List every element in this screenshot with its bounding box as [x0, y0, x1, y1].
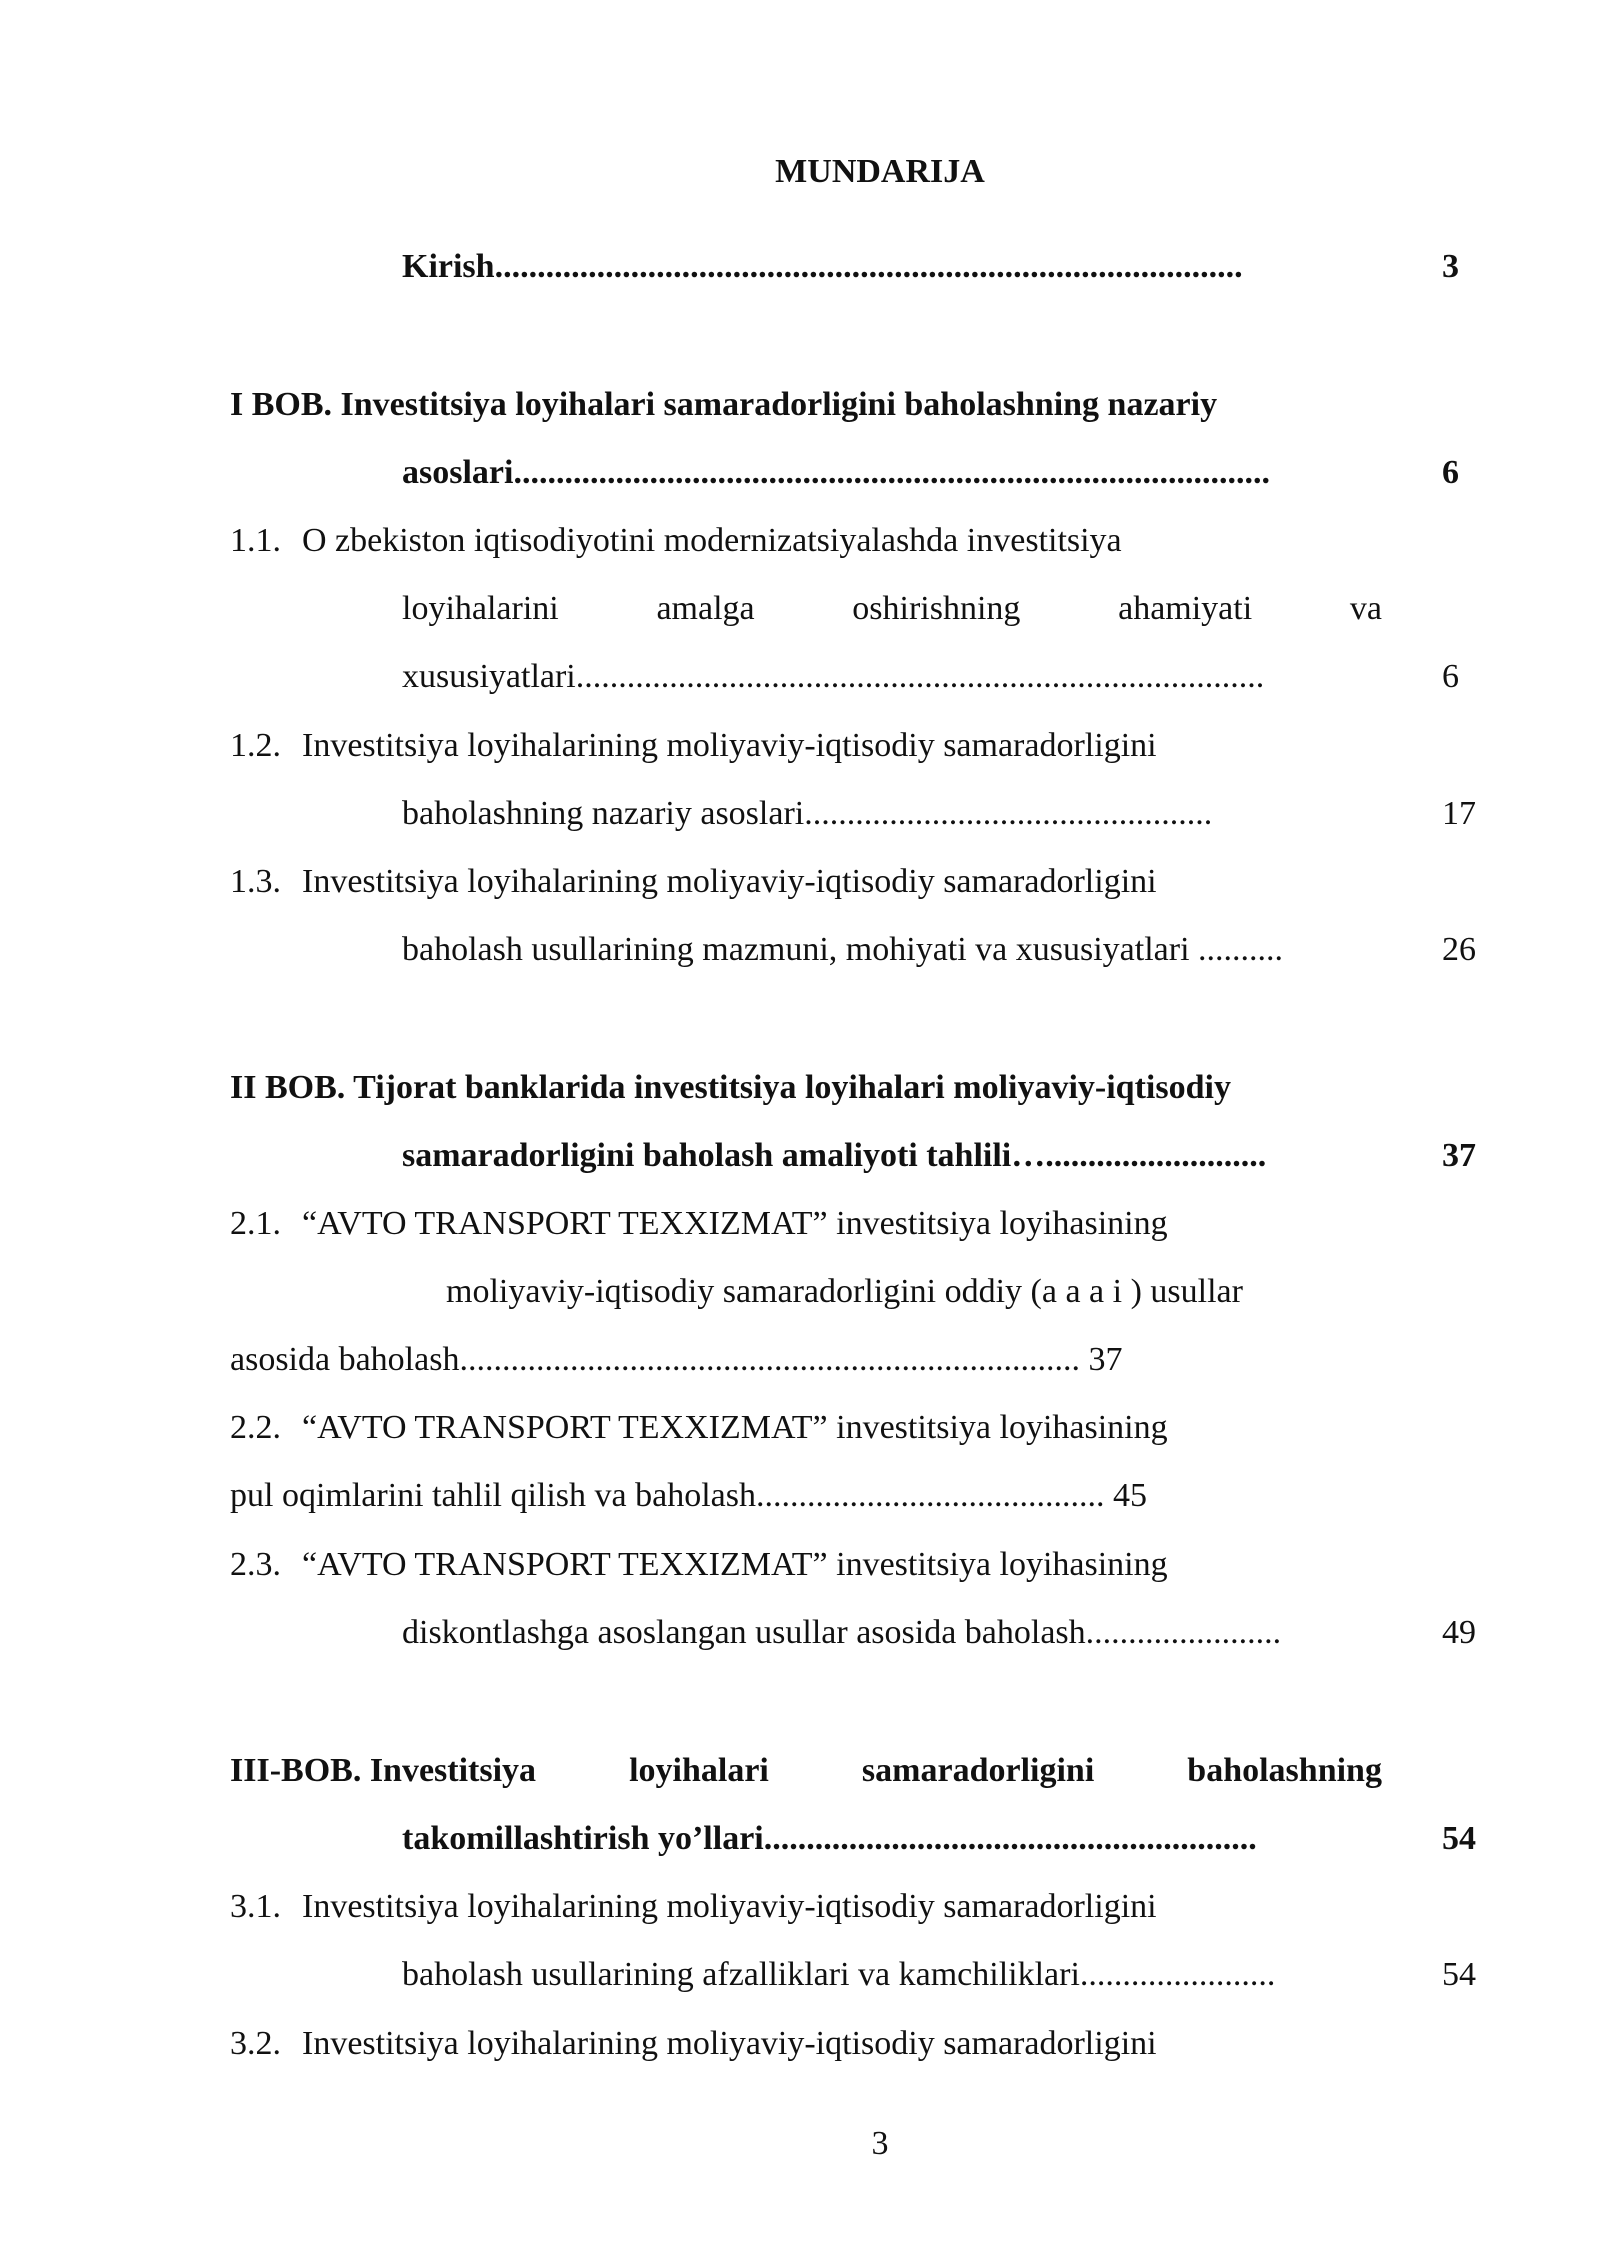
- toc-chapter-2-line1: II BOB. Tijorat banklarida investitsiya loyihalari moliyaviy-iqtisodiy: [230, 1069, 1231, 1106]
- toc-section-2-1-line2: moliyaviy-iqtisodiy samaradorligini oddiy (a a a i ) usullar: [446, 1273, 1243, 1310]
- toc-section-1-2-line1: [230, 726, 1157, 766]
- toc-word: III-BOB. Investitsiya: [230, 1752, 537, 1789]
- toc-page-kirish: 3: [1442, 248, 1459, 285]
- toc-page-2-2: 45: [1113, 1477, 1147, 1514]
- toc-section-number: 1.1.: [230, 522, 281, 559]
- toc-section-number: 2.3.: [230, 1546, 281, 1583]
- toc-page-3-1: 54: [1442, 1956, 1476, 1993]
- toc-section-title: “AVTO TRANSPORT TEXXIZMAT” investitsiya loyihasining: [302, 1205, 1168, 1242]
- toc-section-2-1-line1: [230, 1204, 1168, 1244]
- toc-section-1-3-line1: [230, 862, 1157, 902]
- toc-word: ahamiyati: [1118, 590, 1253, 627]
- toc-section-title: Investitsiya loyihalarining moliyaviy-iqtisodiy samaradorligini: [302, 1888, 1157, 1925]
- toc-word: loyihalari: [629, 1752, 769, 1789]
- toc-entry-kirish: Kirish........................................................................................: [402, 248, 1243, 285]
- toc-section-title: Investitsiya loyihalarining moliyaviy-iqtisodiy samaradorligini: [302, 727, 1157, 764]
- toc-section-2-2-line1: [230, 1408, 1168, 1448]
- toc-section-title: “AVTO TRANSPORT TEXXIZMAT” investitsiya loyihasining: [302, 1409, 1168, 1446]
- toc-section-1-1-line3: xususiyatlari.................................................................................: [402, 658, 1265, 695]
- toc-page-chapter-2: 37: [1442, 1137, 1476, 1174]
- toc-word: va: [1349, 590, 1382, 627]
- page-title: MUNDARIJA: [775, 153, 985, 190]
- toc-section-title: Investitsiya loyihalarining moliyaviy-iqtisodiy samaradorligini: [302, 863, 1157, 900]
- toc-word: oshirishning: [852, 590, 1021, 627]
- toc-section-1-1-line2: [402, 589, 1382, 629]
- toc-section-title: pul oqimlarini tahlil qilish va baholash.........................................: [230, 1477, 1105, 1514]
- toc-chapter-2-line2: samaradorligini baholash amaliyoti tahlili…..........................: [402, 1137, 1267, 1174]
- toc-chapter-1-line2: asoslari.........................................................................................: [402, 454, 1270, 491]
- toc-page-1-1: 6: [1442, 658, 1459, 695]
- toc-section-title: Investitsiya loyihalarining moliyaviy-iqtisodiy samaradorligini: [302, 2025, 1157, 2062]
- toc-section-number: 3.2.: [230, 2025, 281, 2062]
- toc-section-number: 1.2.: [230, 727, 281, 764]
- toc-section-number: 2.1.: [230, 1205, 281, 1242]
- toc-word: loyihalarini: [402, 590, 559, 627]
- toc-section-2-3-line2: diskontlashga asoslangan usullar asosida baholash.......................: [402, 1614, 1282, 1651]
- toc-section-3-1-line2: baholash usullarining afzalliklari va kamchiliklari.......................: [402, 1956, 1276, 1993]
- toc-word: amalga: [656, 590, 755, 627]
- toc-page-chapter-1: 6: [1442, 454, 1459, 491]
- toc-word: baholashning: [1187, 1752, 1382, 1789]
- toc-chapter-3-line2: takomillashtirish yo’llari..........................................................: [402, 1820, 1257, 1857]
- toc-word: samaradorligini: [861, 1752, 1095, 1789]
- toc-section-3-2-line1: [230, 2024, 1157, 2064]
- toc-section-number: 1.3.: [230, 863, 281, 900]
- toc-page-2-1: 37: [1088, 1341, 1123, 1378]
- toc-chapter-3-line1: [230, 1751, 1382, 1791]
- page-number: 3: [871, 2125, 889, 2162]
- toc-section-title: O zbekiston iqtisodiyotini modernizatsiyalashda investitsiya: [302, 522, 1122, 559]
- toc-section-3-1-line1: [230, 1887, 1157, 1927]
- toc-section-1-1-line1: [230, 521, 1122, 561]
- toc-section-number: 2.2.: [230, 1409, 281, 1446]
- toc-section-1-2-line2: baholashning nazariy asoslari................................................: [402, 795, 1213, 832]
- toc-section-title: asosida baholash.........................................................................: [230, 1341, 1080, 1378]
- toc-chapter-1-line1: I BOB. Investitsiya loyihalari samaradorligini baholashning nazariy: [230, 386, 1218, 423]
- toc-page-chapter-3: 54: [1442, 1820, 1476, 1857]
- toc-page-1-3: 26: [1442, 931, 1476, 968]
- toc-section-2-2-line2: [230, 1476, 1147, 1516]
- toc-section-title: “AVTO TRANSPORT TEXXIZMAT” investitsiya loyihasining: [302, 1546, 1168, 1583]
- toc-section-2-1-line3: [230, 1340, 1122, 1380]
- toc-page-2-3: 49: [1442, 1614, 1476, 1651]
- toc-section-number: 3.1.: [230, 1888, 281, 1925]
- toc-section-1-3-line2: baholash usullarining mazmuni, mohiyati va xususiyatlari ..........: [402, 931, 1284, 968]
- toc-section-2-3-line1: [230, 1545, 1168, 1585]
- toc-page-1-2: 17: [1442, 795, 1476, 832]
